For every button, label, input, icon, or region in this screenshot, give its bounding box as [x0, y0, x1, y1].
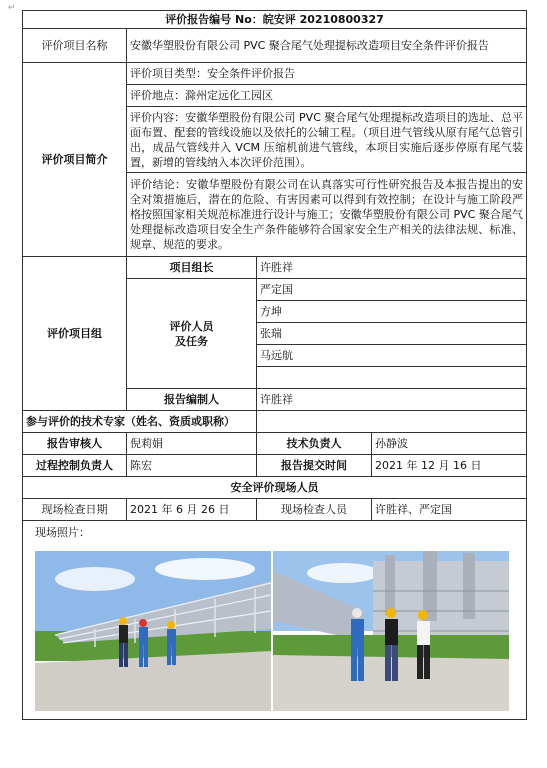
site-photos-cell	[23, 521, 527, 720]
site-people-label: 现场检查人员	[257, 499, 372, 521]
experts-value	[257, 411, 527, 433]
tech-lead: 孙静波	[372, 433, 527, 455]
team-member: 马远航	[257, 345, 527, 367]
submit-time: 2021 年 12 月 16 日	[372, 455, 527, 477]
site-photos-label: 现场照片：	[35, 526, 90, 539]
submit-time-label: 报告提交时间	[257, 455, 372, 477]
tech-lead-label: 技术负责人	[257, 433, 372, 455]
reviewer-label: 报告审核人	[23, 433, 127, 455]
project-name-value: 安徽华塑股份有限公司 PVC 聚合尾气处理提标改造项目安全条件评价报告	[127, 29, 527, 63]
team-member: 张瑞	[257, 323, 527, 345]
site-date: 2021 年 6 月 26 日	[127, 499, 257, 521]
team-label: 评价项目组	[23, 257, 127, 411]
project-conclusion: 评价结论：安徽华塑股份有限公司在认真落实可行性研究报告及本报告提出的安全对策措施后，潜在的危险、有害因素可以得到有效控制；在设计与施工阶段严格按照国家相关规范标准进行设计与施工；安徽华塑股份有限公司 PVC 聚合尾气处理提标改造项目安全生产条件能够符合国家安全生产相关的法律法规、标准、规章、规范的要求。	[127, 173, 527, 257]
report-writer: 许胜祥	[257, 389, 527, 411]
project-type: 评价项目类型：安全条件评价报告	[127, 63, 527, 85]
process-lead-label: 过程控制负责人	[23, 455, 127, 477]
team-member: 严定国	[257, 279, 527, 301]
project-name-label: 评价项目名称	[23, 29, 127, 63]
evaluation-report-table	[22, 10, 527, 720]
team-leader: 许胜祥	[257, 257, 527, 279]
team-member-empty	[257, 367, 527, 389]
experts-label: 参与评价的技术专家（姓名、资质或职称）	[23, 411, 257, 433]
team-members-label: 评价人员 及任务	[127, 279, 257, 389]
site-photo-left	[35, 551, 271, 711]
project-summary-label: 评价项目简介	[23, 63, 127, 257]
reviewer: 倪莉娟	[127, 433, 257, 455]
site-photo-right	[273, 551, 509, 711]
site-people: 许胜祥、严定国	[372, 499, 527, 521]
team-leader-label: 项目组长	[127, 257, 257, 279]
process-lead: 陈宏	[127, 455, 257, 477]
corner-mark: ↵	[8, 3, 16, 13]
report-number: 评价报告编号 No：皖安评 20210800327	[23, 11, 527, 29]
team-member: 方坤	[257, 301, 527, 323]
site-personnel-header: 安全评价现场人员	[23, 477, 527, 499]
site-date-label: 现场检查日期	[23, 499, 127, 521]
project-content: 评价内容：安徽华塑股份有限公司 PVC 聚合尾气处理提标改造项目的选址、总平面布置、配套的管线设施以及依托的公辅工程。（项目进气管线从原有尾气总管引出，成品气管线并入 VCM 压缩机前进气管线，本项目实施后逐步停原有尾气装置，新增的管线纳入本次评价范围）。	[127, 107, 527, 173]
report-writer-label: 报告编制人	[127, 389, 257, 411]
project-location: 评价地点：滁州定远化工园区	[127, 85, 527, 107]
